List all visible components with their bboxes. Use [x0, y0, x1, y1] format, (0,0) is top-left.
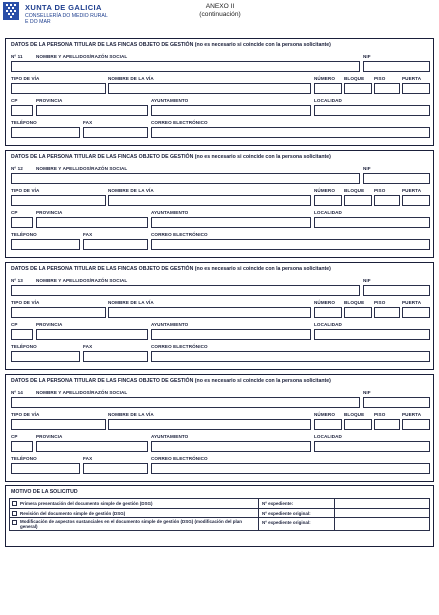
- page-header: [0, 0, 439, 38]
- localidad-field[interactable]: [314, 105, 430, 116]
- correo-label: CORREO ELECTRÓNICO: [151, 232, 208, 237]
- puerta-label: PUERTA: [402, 188, 422, 193]
- nif-field[interactable]: [363, 285, 430, 296]
- motivo-row: [10, 517, 429, 531]
- puerta-field[interactable]: [402, 195, 430, 206]
- correo-label: CORREO ELECTRÓNICO: [151, 456, 208, 461]
- ayuntamiento-label: AYUNTAMIENTO: [151, 210, 189, 215]
- correo-field[interactable]: [151, 351, 430, 362]
- puerta-label: PUERTA: [402, 76, 422, 81]
- telefono-field[interactable]: [11, 239, 80, 250]
- ayuntamiento-field[interactable]: [151, 441, 311, 452]
- localidad-label: LOCALIDAD: [314, 434, 342, 439]
- fax-field[interactable]: [83, 239, 148, 250]
- nif-label: NIF: [363, 390, 371, 395]
- piso-field[interactable]: [374, 83, 400, 94]
- tipo-via-field[interactable]: [11, 307, 106, 318]
- piso-label: PISO: [374, 76, 386, 81]
- fax-field[interactable]: [83, 463, 148, 474]
- owner-section: [5, 38, 434, 146]
- tipo-via-field[interactable]: [11, 83, 106, 94]
- annex-title: ANEXO II: [205, 3, 235, 10]
- section-title-text: DATOS DE LA PERSONA TITULAR DE LAS FINCAS OBJETO DE GESTIÓN: [11, 42, 194, 48]
- nombre-via-label: NOMBRE DE LA VÍA: [108, 76, 154, 81]
- nombre-label: NOMBRE Y APELLIDOS/RAZÓN SOCIAL: [36, 54, 128, 59]
- section-title: [11, 378, 331, 384]
- bloque-field[interactable]: [344, 83, 372, 94]
- correo-label: CORREO ELECTRÓNICO: [151, 344, 208, 349]
- owner-section: [5, 262, 434, 370]
- expediente-label-cell: [258, 499, 334, 508]
- org-department-line-1: CONSELLERÍA DO MEDIO RURAL: [25, 13, 108, 19]
- cp-label: CP: [11, 434, 18, 439]
- tipo-via-field[interactable]: [11, 195, 106, 206]
- puerta-label: PUERTA: [402, 412, 422, 417]
- motivo-table: [9, 498, 430, 531]
- expediente-label: Nº expediente original:: [262, 510, 311, 516]
- provincia-label: PROVINCIA: [36, 98, 63, 103]
- piso-label: PISO: [374, 188, 386, 193]
- tipo-via-label: TIPO DE VÍA: [11, 188, 40, 193]
- ayuntamiento-label: AYUNTAMIENTO: [151, 322, 189, 327]
- numero-field[interactable]: [314, 195, 342, 206]
- fax-label: FAX: [83, 344, 93, 349]
- telefono-field[interactable]: [11, 463, 80, 474]
- fax-label: FAX: [83, 232, 93, 237]
- owner-section: [5, 150, 434, 258]
- provincia-label: PROVINCIA: [36, 434, 63, 439]
- nif-label: NIF: [363, 54, 371, 59]
- org-department: [25, 13, 108, 25]
- puerta-field[interactable]: [402, 83, 430, 94]
- piso-label: PISO: [374, 412, 386, 417]
- piso-field[interactable]: [374, 195, 400, 206]
- puerta-label: PUERTA: [402, 300, 422, 305]
- section-title-text: DATOS DE LA PERSONA TITULAR DE LAS FINCAS OBJETO DE GESTIÓN: [11, 154, 194, 160]
- bloque-field[interactable]: [344, 307, 372, 318]
- section-title-text: DATOS DE LA PERSONA TITULAR DE LAS FINCAS OBJETO DE GESTIÓN: [11, 378, 194, 384]
- nombre-via-label: NOMBRE DE LA VÍA: [108, 300, 154, 305]
- nombre-via-field[interactable]: [108, 307, 311, 318]
- numero-label: NÚMERO: [314, 76, 336, 81]
- expediente-label: Nº expediente original:: [262, 519, 311, 525]
- ayuntamiento-field[interactable]: [151, 217, 311, 228]
- section-number: Nº 14: [11, 390, 23, 395]
- motivo-section: [5, 485, 434, 547]
- puerta-field[interactable]: [402, 307, 430, 318]
- section-title: [11, 42, 331, 48]
- provincia-field[interactable]: [36, 105, 148, 116]
- correo-field[interactable]: [151, 239, 430, 250]
- nombre-via-label: NOMBRE DE LA VÍA: [108, 188, 154, 193]
- nombre-label: NOMBRE Y APELLIDOS/RAZÓN SOCIAL: [36, 390, 128, 395]
- section-number: Nº 11: [11, 54, 23, 59]
- motivo-checkbox[interactable]: [12, 520, 17, 525]
- bloque-label: BLOQUE: [344, 188, 365, 193]
- nif-field[interactable]: [363, 397, 430, 408]
- owner-section: [5, 374, 434, 482]
- provincia-field[interactable]: [36, 441, 148, 452]
- expediente-label-cell: [258, 518, 334, 531]
- cp-field[interactable]: [11, 217, 33, 228]
- section-title-note: (no es necesario si coincide con la persona solicitante): [194, 378, 331, 384]
- section-title-note: (no es necesario si coincide con la persona solicitante): [194, 154, 331, 160]
- provincia-field[interactable]: [36, 217, 148, 228]
- provincia-label: PROVINCIA: [36, 210, 63, 215]
- nombre-field[interactable]: [11, 61, 360, 72]
- section-title-note: (no es necesario si coincide con la persona solicitante): [194, 42, 331, 48]
- section-number: Nº 13: [11, 278, 23, 283]
- ayuntamiento-label: AYUNTAMIENTO: [151, 434, 189, 439]
- piso-field[interactable]: [374, 307, 400, 318]
- nombre-via-field[interactable]: [108, 83, 311, 94]
- telefono-field[interactable]: [11, 127, 80, 138]
- expediente-input[interactable]: [334, 499, 429, 508]
- cp-field[interactable]: [11, 441, 33, 452]
- cp-label: CP: [11, 322, 18, 327]
- expediente-input[interactable]: [334, 518, 429, 531]
- numero-label: NÚMERO: [314, 300, 336, 305]
- org-department-line-2: E DO MAR: [25, 19, 51, 26]
- piso-label: PISO: [374, 300, 386, 305]
- nombre-via-label: NOMBRE DE LA VÍA: [108, 412, 154, 417]
- annex-subtitle: (continuación): [199, 11, 241, 18]
- section-title-note: (no es necesario si coincide con la persona solicitante): [194, 266, 331, 272]
- cp-field[interactable]: [11, 329, 33, 340]
- nif-field[interactable]: [363, 61, 430, 72]
- localidad-label: LOCALIDAD: [314, 322, 342, 327]
- nombre-label: NOMBRE Y APELLIDOS/RAZÓN SOCIAL: [36, 166, 128, 171]
- nombre-via-field[interactable]: [108, 419, 311, 430]
- numero-label: NÚMERO: [314, 412, 336, 417]
- xunta-logo-icon: [3, 2, 19, 20]
- annex-heading: [180, 3, 260, 19]
- correo-field[interactable]: [151, 463, 430, 474]
- fax-field[interactable]: [83, 127, 148, 138]
- expediente-label: Nº expediente:: [262, 500, 294, 506]
- section-title: [11, 266, 331, 272]
- bloque-label: BLOQUE: [344, 76, 365, 81]
- motivo-title: MOTIVO DE LA SOLICITUD: [11, 489, 78, 495]
- localidad-field[interactable]: [314, 329, 430, 340]
- bloque-field[interactable]: [344, 195, 372, 206]
- cp-field[interactable]: [11, 105, 33, 116]
- bloque-label: BLOQUE: [344, 412, 365, 417]
- section-title-text: DATOS DE LA PERSONA TITULAR DE LAS FINCAS OBJETO DE GESTIÓN: [11, 266, 194, 272]
- localidad-field[interactable]: [314, 441, 430, 452]
- tipo-via-label: TIPO DE VÍA: [11, 412, 40, 417]
- numero-field[interactable]: [314, 419, 342, 430]
- nif-label: NIF: [363, 166, 371, 171]
- motivo-option-text: Revisión del documento simple de gestión (DSG): [20, 510, 126, 516]
- fax-label: FAX: [83, 120, 93, 125]
- telefono-label: TELÉFONO: [11, 120, 37, 125]
- tipo-via-label: TIPO DE VÍA: [11, 76, 40, 81]
- tipo-via-label: TIPO DE VÍA: [11, 300, 40, 305]
- telefono-label: TELÉFONO: [11, 232, 37, 237]
- provincia-label: PROVINCIA: [36, 322, 63, 327]
- motivo-checkbox[interactable]: [12, 501, 17, 506]
- fax-field[interactable]: [83, 351, 148, 362]
- tipo-via-field[interactable]: [11, 419, 106, 430]
- piso-field[interactable]: [374, 419, 400, 430]
- nombre-field[interactable]: [11, 285, 360, 296]
- numero-label: NÚMERO: [314, 188, 336, 193]
- nombre-field[interactable]: [11, 397, 360, 408]
- telefono-field[interactable]: [11, 351, 80, 362]
- section-title: [11, 154, 331, 160]
- correo-field[interactable]: [151, 127, 430, 138]
- fax-label: FAX: [83, 456, 93, 461]
- cp-label: CP: [11, 210, 18, 215]
- bloque-field[interactable]: [344, 419, 372, 430]
- cp-label: CP: [11, 98, 18, 103]
- telefono-label: TELÉFONO: [11, 456, 37, 461]
- nombre-label: NOMBRE Y APELLIDOS/RAZÓN SOCIAL: [36, 278, 128, 283]
- nif-field[interactable]: [363, 173, 430, 184]
- nombre-via-field[interactable]: [108, 195, 311, 206]
- localidad-field[interactable]: [314, 217, 430, 228]
- motivo-row: [10, 499, 429, 508]
- org-name: XUNTA DE GALICIA: [25, 3, 102, 12]
- ayuntamiento-field[interactable]: [151, 105, 311, 116]
- provincia-field[interactable]: [36, 329, 148, 340]
- nombre-field[interactable]: [11, 173, 360, 184]
- section-number: Nº 12: [11, 166, 23, 171]
- nif-label: NIF: [363, 278, 371, 283]
- ayuntamiento-label: AYUNTAMIENTO: [151, 98, 189, 103]
- numero-field[interactable]: [314, 307, 342, 318]
- telefono-label: TELÉFONO: [11, 344, 37, 349]
- motivo-checkbox[interactable]: [12, 511, 17, 516]
- motivo-option-text: Modificación de aspectos sustanciales en el documento simple de gestión (DSG) (modificación del plan general): [20, 519, 243, 530]
- motivo-option-text: Primera presentación del documento simple de gestión (DSG): [20, 500, 153, 506]
- puerta-field[interactable]: [402, 419, 430, 430]
- bloque-label: BLOQUE: [344, 300, 365, 305]
- localidad-label: LOCALIDAD: [314, 98, 342, 103]
- numero-field[interactable]: [314, 83, 342, 94]
- localidad-label: LOCALIDAD: [314, 210, 342, 215]
- correo-label: CORREO ELECTRÓNICO: [151, 120, 208, 125]
- ayuntamiento-field[interactable]: [151, 329, 311, 340]
